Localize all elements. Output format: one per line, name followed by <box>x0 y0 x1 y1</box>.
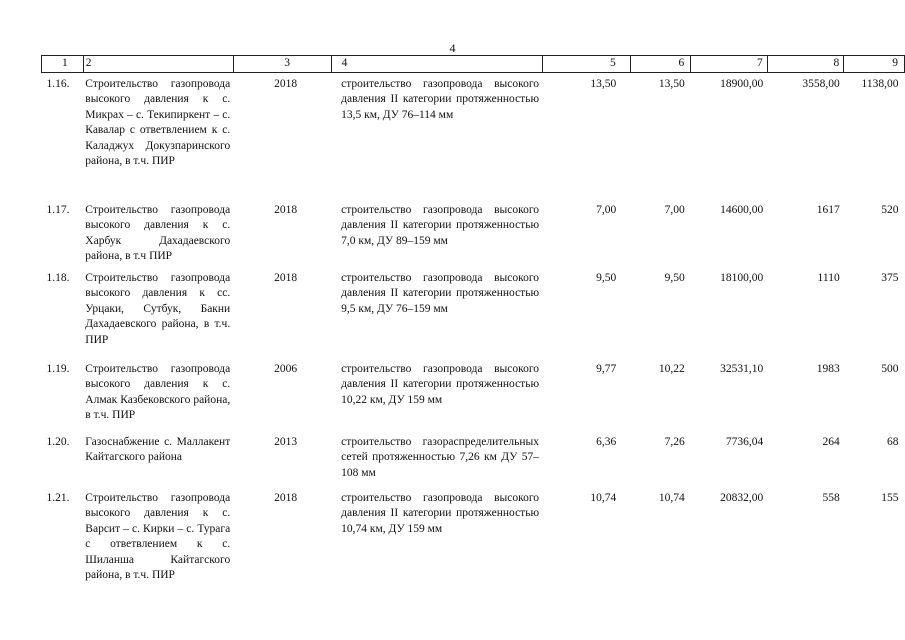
year-cell: 2018 <box>274 203 298 216</box>
object-name: Газоснабжение с. Маллакент Кайтагского района <box>85 435 231 463</box>
page-number: 4 <box>449 41 456 55</box>
row-number: 1.16. <box>46 77 70 90</box>
value-col5: 9,77 <box>596 362 617 375</box>
row-number: 1.21. <box>46 491 70 504</box>
description-cell: строительство газопровода высокого давления II категории протяженностью 10,22 км, ДУ 159 мм <box>341 362 540 406</box>
value-col6: 9,50 <box>664 271 685 284</box>
header-row <box>42 56 905 73</box>
column-header-3: 3 <box>233 56 331 73</box>
year-cell: 2006 <box>274 362 298 375</box>
value-col9: 155 <box>881 491 899 504</box>
year-cell: 2013 <box>274 435 298 448</box>
year-cell: 2018 <box>274 77 298 90</box>
value-col9: 520 <box>881 203 899 216</box>
value-col8: 1110 <box>817 271 840 284</box>
value-col6: 10,74 <box>658 491 685 504</box>
description-cell: строительство газопровода высокого давления II категории протяженностью 13,5 км, ДУ 76–114 мм <box>341 77 540 121</box>
table-row <box>42 431 905 487</box>
column-header-9: 9 <box>844 56 905 73</box>
value-col7: 7736,04 <box>725 435 764 448</box>
investment-table <box>41 55 905 586</box>
table-row <box>42 199 905 267</box>
column-header-1: 1 <box>42 56 84 73</box>
value-col5: 6,36 <box>596 435 617 448</box>
value-col6: 13,50 <box>658 77 685 90</box>
object-name: Строительство газопровода высокого давления к с. Харбук Дахадаевского района, в т.ч ПИР <box>85 203 231 262</box>
value-col8: 1983 <box>816 362 840 375</box>
value-col7: 14600,00 <box>720 203 764 216</box>
object-name: Строительство газопровода высокого давления к с. Варсит – с. Кирки – с. Турага с ответвлением к с. Шиланша Кайтагского района, в т.ч. ПИР <box>85 491 231 581</box>
value-col9: 68 <box>887 435 899 448</box>
row-number: 1.19. <box>46 362 70 375</box>
value-col5: 10,74 <box>590 491 617 504</box>
column-header-8: 8 <box>767 56 843 73</box>
value-col7: 18900,00 <box>720 77 764 90</box>
value-col7: 32531,10 <box>720 362 764 375</box>
table-row <box>42 487 905 586</box>
column-header-5: 5 <box>542 56 630 73</box>
year-cell: 2018 <box>274 271 298 284</box>
value-col7: 18100,00 <box>720 271 764 284</box>
description-cell: строительство газопровода высокого давления II категории протяженностью 7,0 км, ДУ 89–159 мм <box>341 203 540 247</box>
value-col5: 13,50 <box>590 77 617 90</box>
value-col5: 7,00 <box>596 203 617 216</box>
value-col8: 3558,00 <box>802 77 840 90</box>
row-number: 1.17. <box>46 203 70 216</box>
description-cell: строительство газопровода высокого давления II категории протяженностью 9,5 км, ДУ 76–159 мм <box>341 271 540 315</box>
value-col9: 375 <box>881 271 899 284</box>
value-col9: 500 <box>881 362 899 375</box>
description-cell: строительство газопровода высокого давления II категории протяженностью 10,74 км, ДУ 159 мм <box>341 491 540 535</box>
value-col8: 264 <box>822 435 840 448</box>
value-col6: 10,22 <box>658 362 685 375</box>
column-header-7: 7 <box>691 56 768 73</box>
table-row <box>42 267 905 358</box>
table-row <box>42 72 905 199</box>
value-col5: 9,50 <box>596 271 617 284</box>
object-name: Строительство газопровода высокого давления к с. Микрах – с. Текипиркент – с. Кавалар с ответвлением к с. Каладжух Докузпаринского района, в т.ч. ПИР <box>85 77 231 167</box>
description-cell: строительство газораспределительных сетей протяженностью 7,26 км ДУ 57–108 мм <box>341 435 540 479</box>
year-cell: 2018 <box>274 491 298 504</box>
value-col8: 558 <box>822 491 840 504</box>
row-number: 1.20. <box>46 435 70 448</box>
column-header-6: 6 <box>630 56 691 73</box>
column-header-2: 2 <box>83 56 233 73</box>
object-name: Строительство газопровода высокого давления к с. Алмак Казбековского района, в т.ч. ПИР <box>85 362 231 421</box>
column-header-4: 4 <box>331 56 542 73</box>
table-row <box>42 358 905 431</box>
row-number: 1.18. <box>46 271 70 284</box>
value-col9: 1138,00 <box>861 77 899 90</box>
value-col6: 7,26 <box>664 435 685 448</box>
value-col7: 20832,00 <box>720 491 764 504</box>
value-col8: 1617 <box>816 203 840 216</box>
value-col6: 7,00 <box>664 203 685 216</box>
object-name: Строительство газопровода высокого давления к сс. Урцаки, Сутбук, Бакни Дахадаевского района, в т.ч. ПИР <box>85 271 231 346</box>
